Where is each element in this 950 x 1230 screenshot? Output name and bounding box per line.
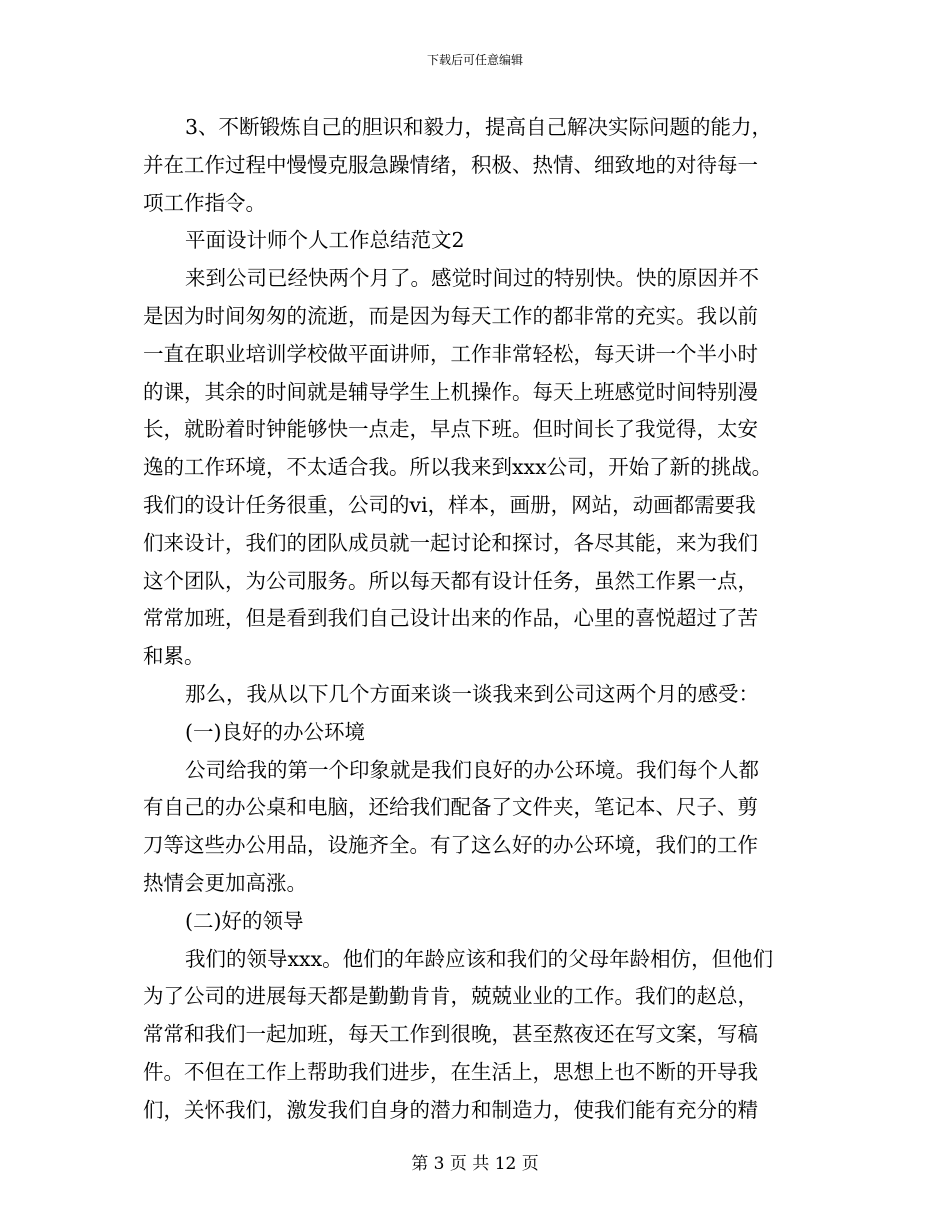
paragraph-line: 长，就盼着时钟能够快一点走，早点下班。但时间长了我觉得，太安: [143, 417, 758, 442]
paragraph-line: 热情会更加高涨。: [143, 870, 307, 895]
section-heading: (一)良好的办公环境: [185, 719, 365, 744]
paragraph-line: 一直在职业培训学校做平面讲师，工作非常轻松，每天讲一个半小时: [143, 341, 758, 366]
paragraph-line: 公司给我的第一个印象就是我们良好的办公环境。我们每个人都: [185, 757, 759, 782]
paragraph-line: 来到公司已经快两个月了。感觉时间过的特别快。快的原因并不: [185, 266, 759, 291]
paragraph-line: 我们的领导xxx。他们的年龄应该和我们的父母年龄相仿，但他们: [185, 946, 774, 971]
paragraph-line: 常常和我们一起加班，每天工作到很晚，甚至熬夜还在写文案，写稿: [143, 1022, 758, 1047]
paragraph-line: 件。不但在工作上帮助我们进步，在生活上，思想上也不断的开导我: [143, 1059, 758, 1084]
page-footer: 第 3 页 共 12 页: [411, 1154, 539, 1174]
paragraph-line: 为了公司的进展每天都是勤勤肯肯，兢兢业业的工作。我们的赵总，: [143, 984, 758, 1009]
paragraph-line: 是因为时间匆匆的流逝，而是因为每天工作的都非常的充实。我以前: [143, 303, 758, 328]
paragraph-line: 有自己的办公桌和电脑，还给我们配备了文件夹，笔记本、尺子、剪: [143, 795, 758, 820]
paragraph-line: 的课，其余的时间就是辅导学生上机操作。每天上班感觉时间特别漫: [143, 379, 758, 404]
section-heading: (二)好的领导: [185, 908, 304, 933]
page-header: 下载后可任意编辑: [426, 53, 523, 67]
paragraph-line: 3、不断锻炼自己的胆识和毅力，提高自己解决实际问题的能力，: [185, 115, 773, 139]
paragraph-line: 和累。: [143, 644, 205, 669]
paragraph-line: 刀等这些办公用品，设施齐全。有了这么好的办公环境，我们的工作: [143, 833, 758, 858]
paragraph-line: 我们的设计任务很重，公司的vi，样本，画册，网站，动画都需要我: [143, 492, 756, 517]
section-heading: 平面设计师个人工作总结范文2: [185, 228, 465, 253]
paragraph-line: 逸的工作环境，不太适合我。所以我来到xxx公司，开始了新的挑战。: [143, 455, 773, 480]
paragraph-line: 那么，我从以下几个方面来谈一谈我来到公司这两个月的感受：: [185, 681, 759, 706]
paragraph-line: 项工作指令。: [143, 190, 266, 215]
document-body: [143, 109, 808, 1130]
paragraph-line: 们来设计，我们的团队成员就一起讨论和探讨，各尽其能，来为我们: [143, 530, 758, 555]
paragraph-line: 并在工作过程中慢慢克服急躁情绪，积极、热情、细致地的对待每一: [143, 152, 758, 177]
paragraph-line: 这个团队，为公司服务。所以每天都有设计任务，虽然工作累一点，: [143, 568, 758, 593]
paragraph-line: 们，关怀我们，激发我们自身的潜力和制造力，使我们能有充分的精: [143, 1097, 758, 1122]
paragraph-line: 常常加班，但是看到我们自己设计出来的作品，心里的喜悦超过了苦: [143, 606, 758, 631]
